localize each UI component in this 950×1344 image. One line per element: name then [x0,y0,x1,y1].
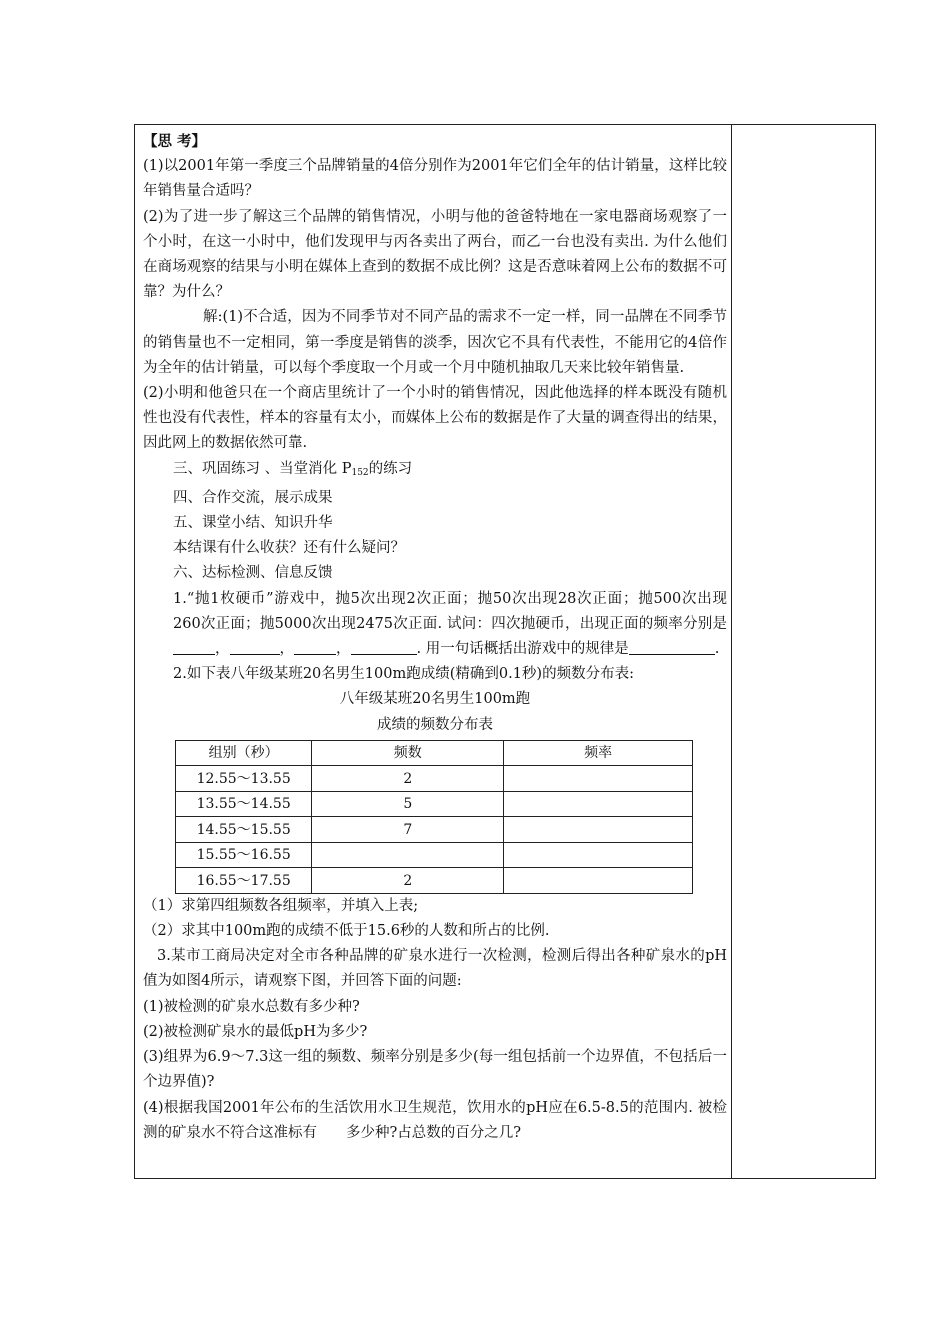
frequency-table [175,740,693,894]
section-3: 三、巩固练习 、当堂消化 $P_{152}$的练习 [173,460,413,478]
table-row [176,817,693,843]
table-cell[interactable] [312,842,504,868]
exercise-2-q2: （2）求其中100m跑的成绩不低于15.6秒的人数和所占的比例. [143,923,550,940]
section-title: 【思 考】 [143,133,207,150]
main-content [143,129,727,1146]
question-1: (1)以2001年第一季度三个品牌销量的4倍分别作为2001年它们全年的估计销量，这样比较年销售量合适吗？ [143,158,727,200]
table-cell: 13.55～14.55 [176,791,312,817]
exercise-3-intro: 3.某市工商局决定对全市各种品牌的矿泉水进行一次检测，检测后得出各种矿泉水的pH值为如图4所示，请观察下图，并回答下面的问题: [143,948,727,990]
table-row [176,791,693,817]
question-2: (2)为了进一步了解这三个品牌的销售情况，小明与他的爸爸特地在一家电器商场观察了一个小时，在这一小时中，他们发现甲与丙各卖出了两台，而乙一台也没有卖出. 为什么他们在商场观察的结果与小明在媒体上查到的数据不成比例？这是否意味着网上公布的数据不可靠？为什么？ [143,208,727,301]
blank-rule[interactable] [629,638,715,655]
section-4: 四、合作交流，展示成果 [173,489,333,506]
table-cell: 14.55～15.55 [176,817,312,843]
exercise-3-q3: (3)组界为6.9～7.3这一组的频数、频率分别是多少(每一组包括前一个边界值，不包括后一个边界值)? [143,1049,727,1091]
worksheet-frame [134,124,876,1179]
table-cell: 2 [312,766,504,792]
header-group: 组别（秒） [176,740,312,766]
table-cell: 2 [312,868,504,894]
exercise-3-q2: (2)被检测矿泉水的最低pH为多少? [143,1023,368,1040]
column-divider [731,125,732,1178]
blank-3[interactable] [294,638,336,655]
table-cell: 5 [312,791,504,817]
exercise-3-q1: (1)被检测的矿泉水总数有多少种? [143,998,360,1015]
table-cell: 12.55～13.55 [176,766,312,792]
table-row [176,842,693,868]
table-cell[interactable] [504,791,693,817]
table-row [176,766,693,792]
section-6: 六、达标检测、信息反馈 [173,565,333,582]
table-cell: 7 [312,817,504,843]
table-cell[interactable] [504,766,693,792]
exercise-2-q1: （1）求第四组频数各组频率，并填入上表; [143,897,419,914]
table-cell[interactable] [504,817,693,843]
table-cell[interactable] [504,868,693,894]
section-5: 五、课堂小结、知识升华 [173,515,333,532]
exercise-3-q4: (4)根据我国2001年公布的生活饮用水卫生规范，饮用水的pH应在6.5-8.5的范围内. 被检测的矿泉水不符合这准标有 多少种?占总数的百分之几? [143,1099,727,1141]
header-frequency-rate: 频率 [504,740,693,766]
blank-1[interactable] [173,638,215,655]
exercise-2-intro: 2.如下表八年级某班20名男生100m跑成绩(精确到0.1秒)的频数分布表: [173,666,634,683]
table-row [176,868,693,894]
exercise-1: 1.“抛1枚硬币”游戏中，抛5次出现2次正面；抛50次出现28次正面；抛500次出现260次正面；抛5000次出现2475次正面. 试问：四次抛硬币，出现正面的频率分别是， ， ， . 用一句话概括出游戏中的规律是 . [173,590,727,658]
summary-question: 本结课有什么收获？还有什么疑问？ [173,540,405,557]
table-title-2: 成绩的频数分布表 [377,716,493,733]
blank-4[interactable] [351,638,417,655]
table-cell[interactable] [504,842,693,868]
answer-1: 解:(1)不合适，因为不同季节对不同产品的需求不一定一样，同一品牌在不同季节的销售量也不一定相同，第一季度是销售的淡季，因次它不具有代表性，不能用它的4倍作为全年的估计销量，可以每个季度取一个月或一个月中随机抽取几天来比较年销售量. [143,309,727,376]
table-header-row [176,740,693,766]
blank-2[interactable] [230,638,280,655]
table-cell: 15.55～16.55 [176,842,312,868]
table-cell: 16.55～17.55 [176,868,312,894]
answer-2: (2)小明和他爸只在一个商店里统计了一个小时的销售情况，因此他选择的样本既没有随机性也没有代表性，样本的容量有太小，而媒体上公布的数据是作了大量的调查得出的结果，因此网上的数据依然可靠. [143,385,727,452]
table-title-1: 八年级某班20名男生100m跑 [339,691,531,708]
header-frequency-count: 频数 [312,740,504,766]
